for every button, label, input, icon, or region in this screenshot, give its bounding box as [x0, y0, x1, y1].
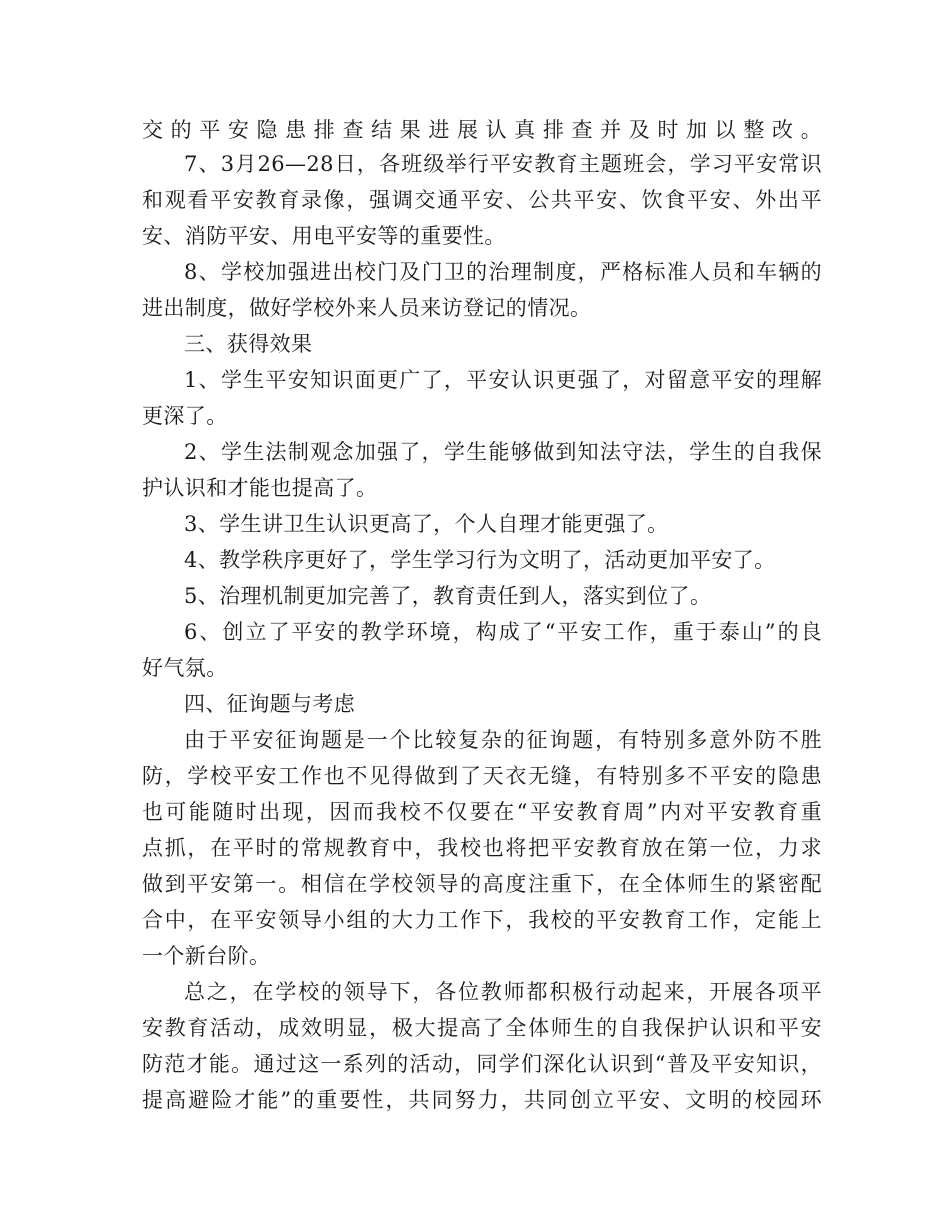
text-line-3: 和观看平安教育录像，强调交通平安、公共平安、饮食平安、外出平 — [142, 188, 822, 212]
section-heading-4: 四、征询题与考虑 — [184, 692, 356, 716]
text-line-11: 护认识和才能也提高了。 — [142, 476, 378, 500]
text-line-20: 也可能随时出现，因而我校不仅要在“平安教育周”内对平安教育重 — [142, 800, 822, 824]
text-line-6: 进出制度，做好学校外来人员来访登记的情况。 — [142, 296, 592, 320]
text-line-23: 合中，在平安领导小组的大力工作下，我校的平安教育工作，定能上 — [142, 908, 822, 932]
text-line-5: 8、学校加强进出校门及门卫的治理制度，严格标准人员和车辆的 — [184, 260, 822, 284]
text-line-2: 7、3月26—28日，各班级举行平安教育主题班会，学习平安常识 — [184, 152, 822, 176]
text-line-28: 提高避险才能”的重要性，共同努力，共同创立平安、文明的校园环 — [142, 1088, 822, 1112]
text-line-9: 更深了。 — [142, 404, 228, 428]
text-line-13: 4、教学秩序更好了，学生学习行为文明了，活动更加平安了。 — [184, 548, 776, 572]
text-line-22: 做到平安第一。相信在学校领导的高度注重下，在全体师生的紧密配 — [142, 872, 822, 896]
text-line-27: 防范才能。通过这一系列的活动，同学们深化认识到“普及平安知识， — [142, 1052, 822, 1076]
text-line-24: 一个新台阶。 — [142, 944, 271, 968]
text-line-16: 好气氛。 — [142, 656, 228, 680]
text-line-25: 总之，在学校的领导下，各位教师都积极行动起来，开展各项平 — [184, 980, 822, 1004]
text-line-18: 由于平安征询题是一个比较复杂的征询题，有特别多意外防不胜 — [184, 728, 822, 752]
text-line-4: 安、消防平安、用电平安等的重要性。 — [142, 224, 506, 248]
text-line-12: 3、学生讲卫生认识更高了，个人自理才能更强了。 — [184, 512, 669, 536]
text-line-21: 点抓，在平时的常规教育中，我校也将把平安教育放在第一位，力求 — [142, 836, 822, 860]
text-line-14: 5、治理机制更加完善了，教育责任到人，落实到位了。 — [184, 584, 712, 608]
text-line-10: 2、学生法制观念加强了，学生能够做到知法守法，学生的自我保 — [184, 440, 822, 464]
text-line-26: 安教育活动，成效明显，极大提高了全体师生的自我保护认识和平安 — [142, 1016, 822, 1040]
text-line-8: 1、学生平安知识面更广了，平安认识更强了，对留意平安的理解 — [184, 368, 822, 392]
section-heading-3: 三、获得效果 — [184, 332, 313, 356]
text-line-1: 交的平安隐患排查结果进展认真排查并及时加以整改。 — [142, 118, 822, 142]
text-line-19: 防，学校平安工作也不见得做到了天衣无缝，有特别多不平安的隐患 — [142, 764, 822, 788]
text-line-15: 6、创立了平安的教学环境，构成了“平安工作，重于泰山”的良 — [184, 620, 822, 644]
